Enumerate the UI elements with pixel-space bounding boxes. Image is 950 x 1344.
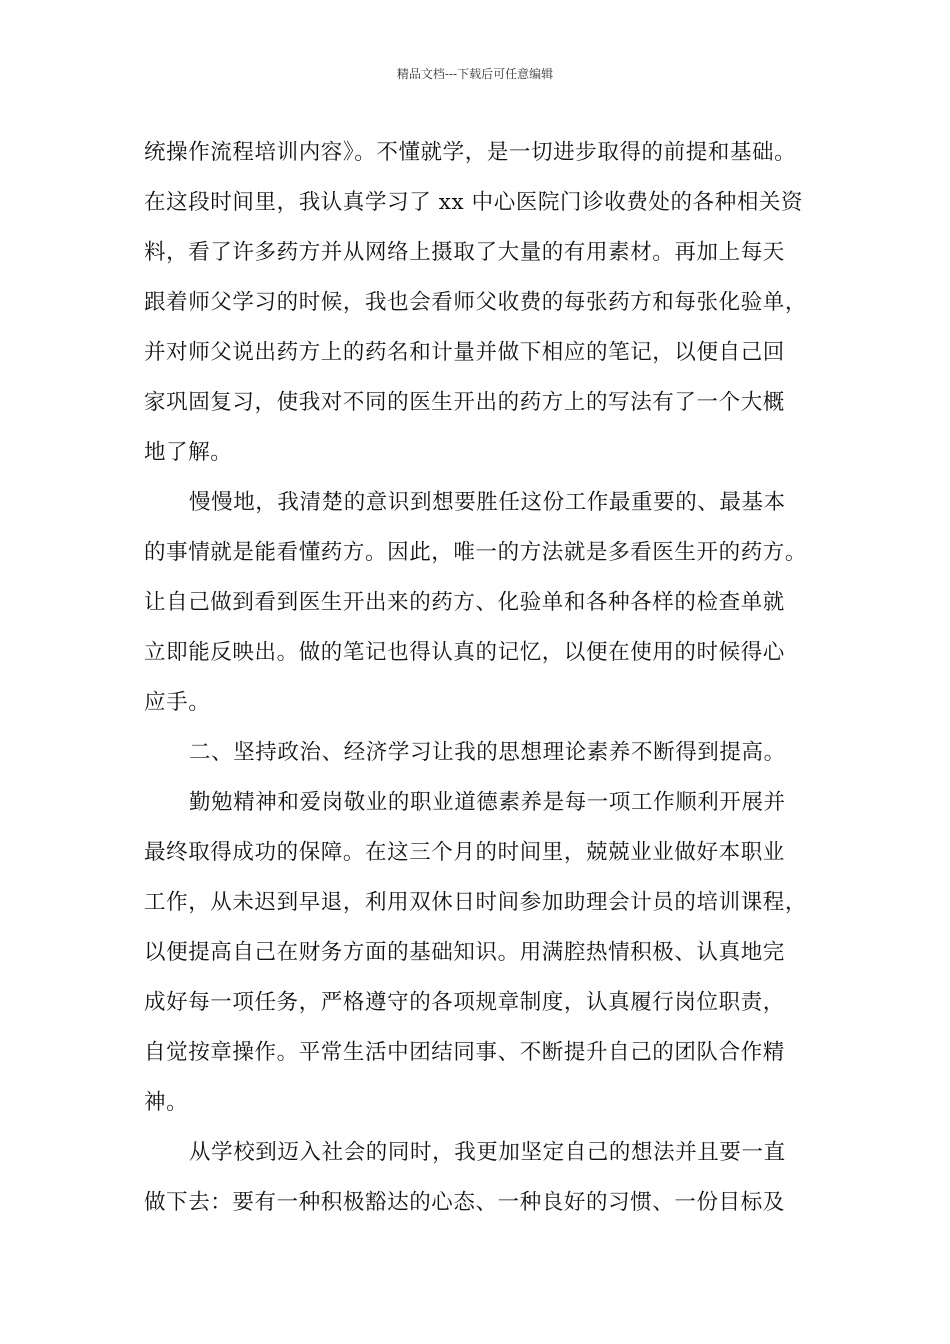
text-line: 工作，从未迟到早退，利用双休日时间参加助理会计员的培训课程， xyxy=(144,890,808,915)
text-line: 从学校到迈入社会的同时，我更加坚定自己的想法并且要一直 xyxy=(189,1140,786,1165)
text-line: 的事情就是能看懂药方。因此，唯一的方法就是多看医生开的药方。 xyxy=(144,540,808,565)
document-body xyxy=(144,128,806,1228)
text-line: 让自己做到看到医生开出来的药方、化验单和各种各样的检查单就 xyxy=(144,590,785,615)
text-line: 跟着师父学习的时候，我也会看师父收费的每张药方和每张化验单， xyxy=(144,290,808,315)
text-line: 成好每一项任务，严格遵守的各项规章制度，认真履行岗位职责， xyxy=(144,990,785,1015)
text-line: 统操作流程培训内容》。不懂就学，是一切进步取得的前提和基础。 xyxy=(144,140,797,165)
text-line: 地了解。 xyxy=(144,440,233,465)
text-line: 做下去：要有一种积极豁达的心态、一种良好的习惯、一份目标及 xyxy=(144,1190,785,1215)
text-line: 应手。 xyxy=(144,690,211,715)
text-line: 料，看了许多药方并从网络上摄取了大量的有用素材。再加上每天 xyxy=(144,240,785,265)
text-line: 以便提高自己在财务方面的基础知识。用满腔热情积极、认真地完 xyxy=(144,940,785,965)
page-header: 精品文档---下载后可任意编辑 xyxy=(396,67,554,81)
text-line: 慢慢地，我清楚的意识到想要胜任这份工作最重要的、最基本 xyxy=(189,490,786,515)
text-line: 神。 xyxy=(144,1090,189,1115)
text-line: 立即能反映出。做的笔记也得认真的记忆，以便在使用的时候得心 xyxy=(144,640,785,665)
text-line: 并对师父说出药方上的药名和计量并做下相应的笔记，以便自己回 xyxy=(144,340,785,365)
text-line: 家巩固复习，使我对不同的医生开出的药方上的写法有了一个大概 xyxy=(144,390,785,415)
text-line: 自觉按章操作。平常生活中团结同事、不断提升自己的团队合作精 xyxy=(144,1040,785,1065)
text-line: 在这段时间里，我认真学习了 xx 中心医院门诊收费处的各种相关资 xyxy=(144,190,804,215)
section-heading: 二、坚持政治、经济学习让我的思想理论素养不断得到提高。 xyxy=(189,740,786,765)
text-line: 最终取得成功的保障。在这三个月的时间里，兢兢业业做好本职业 xyxy=(144,840,785,865)
text-line: 勤勉精神和爱岗敬业的职业道德素养是每一项工作顺利开展并 xyxy=(189,790,786,815)
